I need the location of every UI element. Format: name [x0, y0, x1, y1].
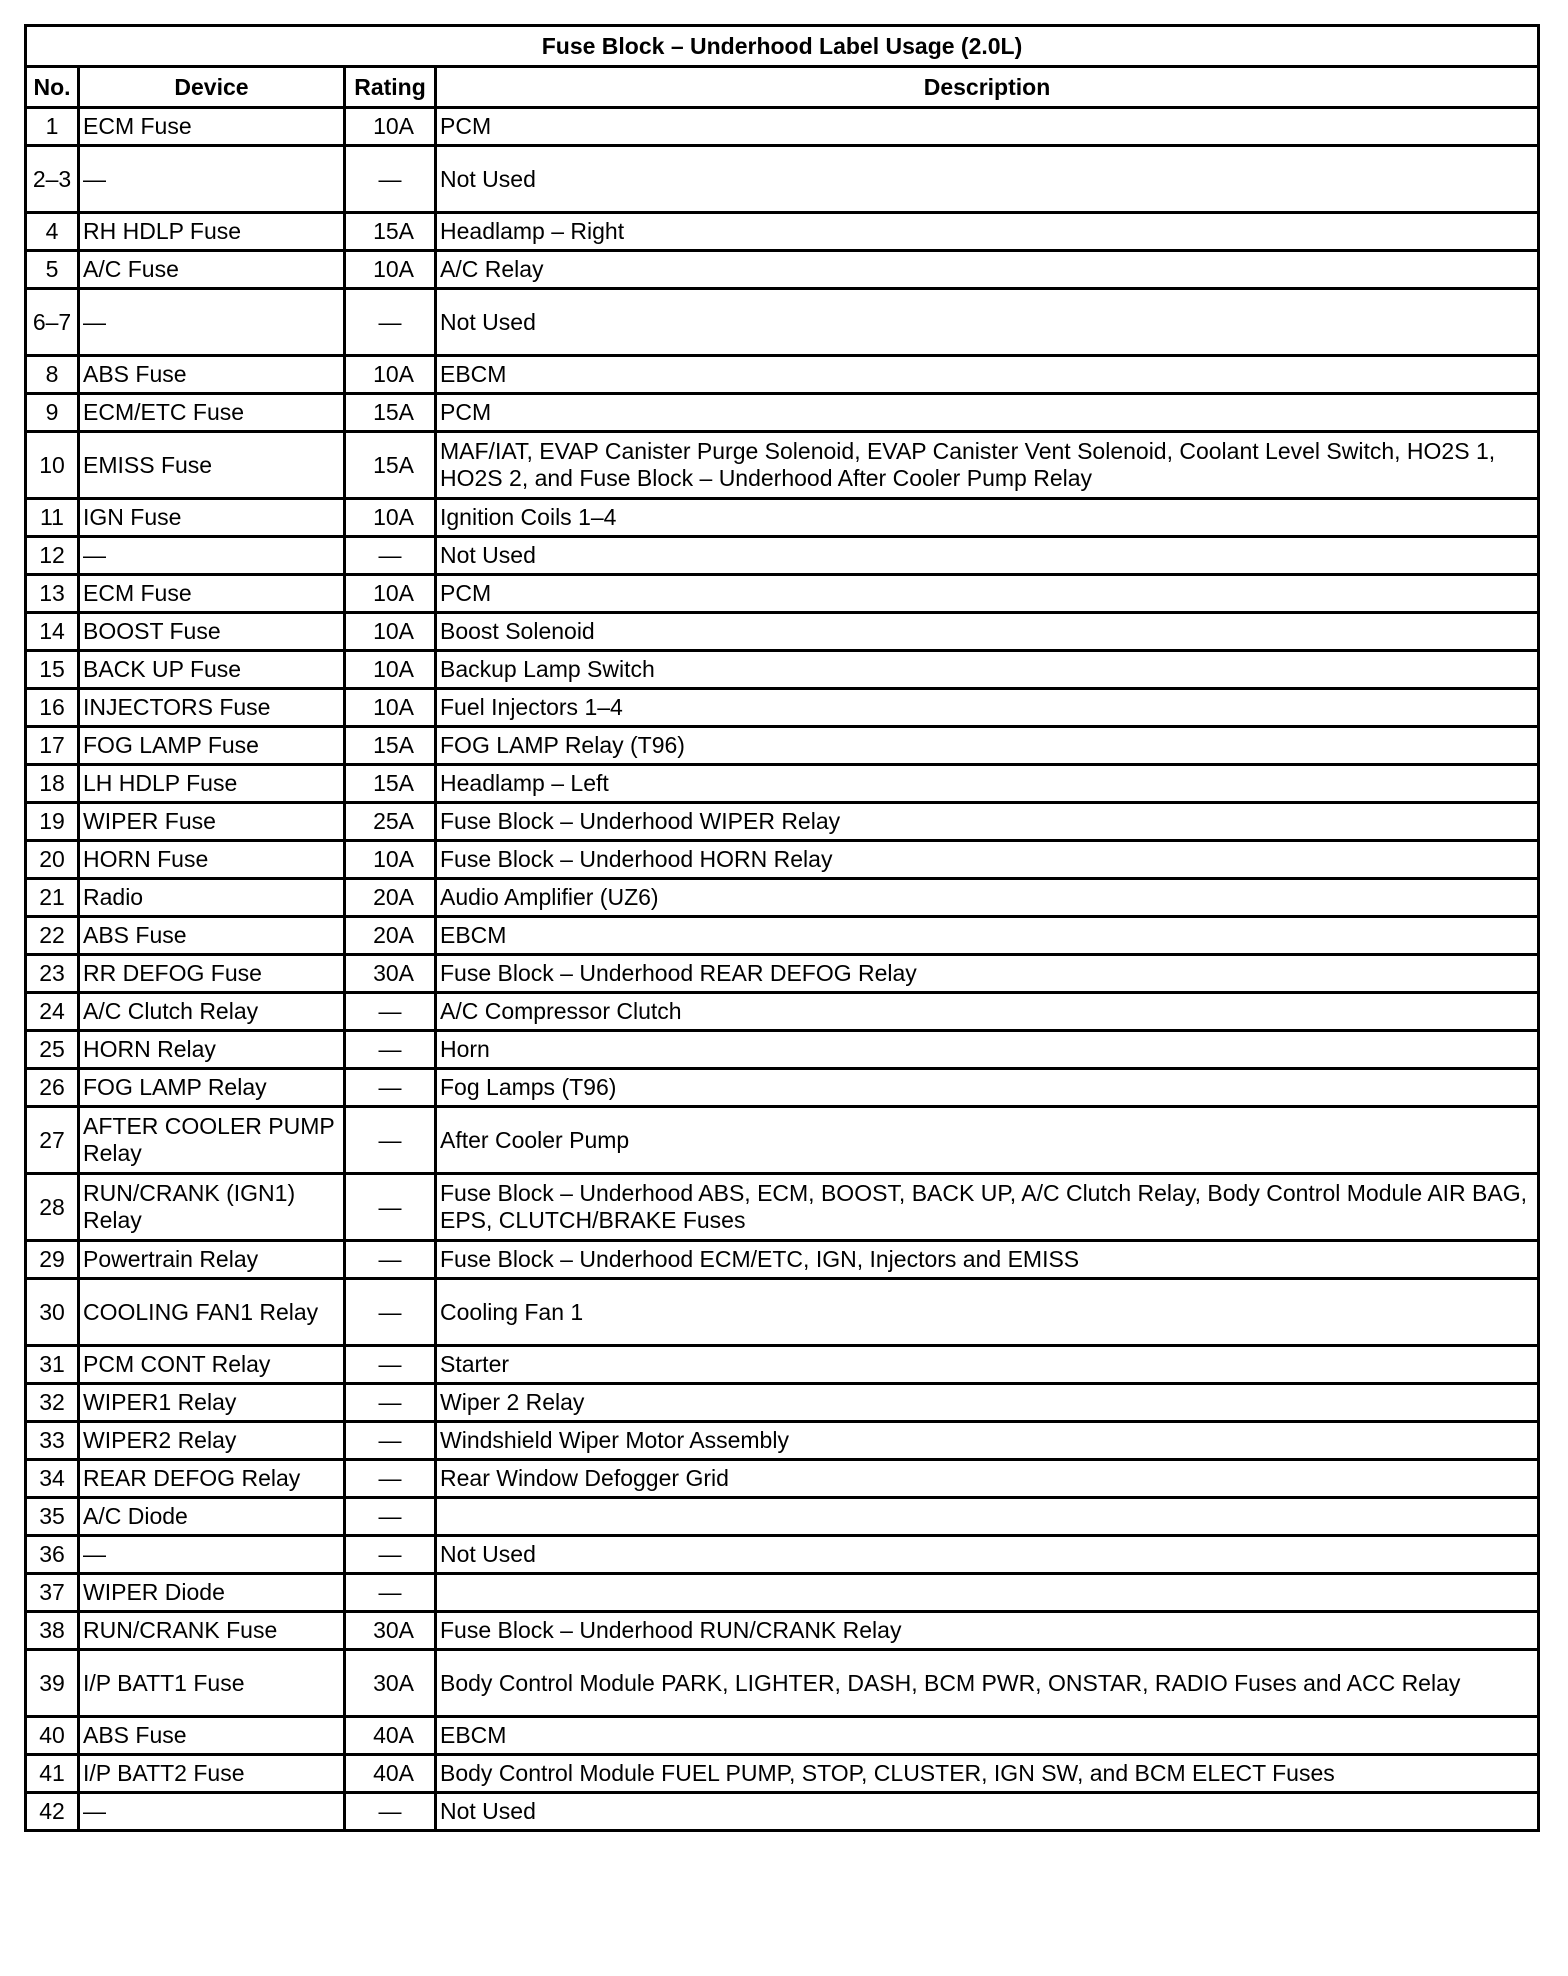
table-row [26, 394, 1539, 432]
cell-rating: 40A [345, 1755, 436, 1793]
table-row [26, 689, 1539, 727]
cell-no: 40 [26, 1717, 79, 1755]
cell-no: 23 [26, 955, 79, 993]
table-row [26, 537, 1539, 575]
cell-description: Not Used [436, 146, 1539, 213]
cell-description: A/C Compressor Clutch [436, 993, 1539, 1031]
cell-description [436, 1574, 1539, 1612]
cell-device: I/P BATT2 Fuse [79, 1755, 345, 1793]
cell-description: Cooling Fan 1 [436, 1279, 1539, 1346]
cell-device: ABS Fuse [79, 1717, 345, 1755]
cell-description: FOG LAMP Relay (T96) [436, 727, 1539, 765]
cell-no: 38 [26, 1612, 79, 1650]
cell-description: Rear Window Defogger Grid [436, 1460, 1539, 1498]
table-row [26, 613, 1539, 651]
table-row [26, 251, 1539, 289]
cell-no: 22 [26, 917, 79, 955]
cell-description: PCM [436, 108, 1539, 146]
header-no: No. [26, 67, 79, 108]
table-row [26, 575, 1539, 613]
cell-no: 26 [26, 1069, 79, 1107]
cell-description: Not Used [436, 1536, 1539, 1574]
cell-no: 25 [26, 1031, 79, 1069]
cell-no: 20 [26, 841, 79, 879]
cell-description: Headlamp – Right [436, 213, 1539, 251]
cell-description: Fuse Block – Underhood REAR DEFOG Relay [436, 955, 1539, 993]
cell-no: 21 [26, 879, 79, 917]
cell-rating: 10A [345, 689, 436, 727]
table-row [26, 146, 1539, 213]
header-description: Description [436, 67, 1539, 108]
cell-device: PCM CONT Relay [79, 1346, 345, 1384]
cell-rating: 20A [345, 917, 436, 955]
cell-no: 19 [26, 803, 79, 841]
cell-rating: — [345, 1069, 436, 1107]
cell-device: RUN/CRANK (IGN1) Relay [79, 1174, 345, 1241]
cell-rating: — [345, 1793, 436, 1831]
cell-rating: 10A [345, 356, 436, 394]
cell-no: 34 [26, 1460, 79, 1498]
cell-device: HORN Fuse [79, 841, 345, 879]
cell-rating: 10A [345, 841, 436, 879]
cell-description: Not Used [436, 537, 1539, 575]
cell-no: 13 [26, 575, 79, 613]
cell-device: A/C Clutch Relay [79, 993, 345, 1031]
cell-no: 41 [26, 1755, 79, 1793]
table-title: Fuse Block – Underhood Label Usage (2.0L) [26, 26, 1539, 67]
header-rating: Rating [345, 67, 436, 108]
cell-no: 11 [26, 499, 79, 537]
cell-rating: 10A [345, 499, 436, 537]
table-row [26, 1279, 1539, 1346]
cell-device: A/C Fuse [79, 251, 345, 289]
cell-description: EBCM [436, 356, 1539, 394]
cell-rating: — [345, 1574, 436, 1612]
cell-no: 8 [26, 356, 79, 394]
cell-device: REAR DEFOG Relay [79, 1460, 345, 1498]
table-row [26, 213, 1539, 251]
table-row [26, 1422, 1539, 1460]
cell-rating: 30A [345, 1650, 436, 1717]
cell-rating: 15A [345, 213, 436, 251]
cell-rating: — [345, 1279, 436, 1346]
cell-rating: 20A [345, 879, 436, 917]
cell-description: Horn [436, 1031, 1539, 1069]
table-row [26, 356, 1539, 394]
cell-description: PCM [436, 394, 1539, 432]
cell-no: 42 [26, 1793, 79, 1831]
cell-device: RH HDLP Fuse [79, 213, 345, 251]
cell-description: EBCM [436, 1717, 1539, 1755]
table-row [26, 1384, 1539, 1422]
table-row [26, 1650, 1539, 1717]
cell-device: BOOST Fuse [79, 613, 345, 651]
cell-no: 4 [26, 213, 79, 251]
cell-device: — [79, 1536, 345, 1574]
cell-no: 32 [26, 1384, 79, 1422]
cell-device: RR DEFOG Fuse [79, 955, 345, 993]
table-row [26, 108, 1539, 146]
cell-description: Fog Lamps (T96) [436, 1069, 1539, 1107]
cell-description: Fuse Block – Underhood ABS, ECM, BOOST, BACK UP, A/C Clutch Relay, Body Control Module AIR BAG, EPS, CLUTCH/BRAKE Fuses [436, 1174, 1539, 1241]
cell-description: Not Used [436, 1793, 1539, 1831]
table-row [26, 1717, 1539, 1755]
cell-description [436, 1498, 1539, 1536]
cell-rating: — [345, 537, 436, 575]
cell-description: Fuel Injectors 1–4 [436, 689, 1539, 727]
table-row [26, 879, 1539, 917]
cell-rating: — [345, 1460, 436, 1498]
cell-no: 6–7 [26, 289, 79, 356]
cell-no: 18 [26, 765, 79, 803]
table-row [26, 1498, 1539, 1536]
cell-rating: — [345, 1384, 436, 1422]
cell-device: — [79, 1793, 345, 1831]
cell-rating: 40A [345, 1717, 436, 1755]
table-row [26, 1346, 1539, 1384]
cell-rating: — [345, 1346, 436, 1384]
table-row [26, 955, 1539, 993]
cell-description: Body Control Module FUEL PUMP, STOP, CLUSTER, IGN SW, and BCM ELECT Fuses [436, 1755, 1539, 1793]
table-row [26, 841, 1539, 879]
table-row [26, 917, 1539, 955]
cell-description: Fuse Block – Underhood HORN Relay [436, 841, 1539, 879]
cell-device: WIPER Diode [79, 1574, 345, 1612]
cell-no: 31 [26, 1346, 79, 1384]
cell-rating: — [345, 146, 436, 213]
table-row [26, 765, 1539, 803]
cell-no: 10 [26, 432, 79, 499]
table-row [26, 499, 1539, 537]
cell-device: BACK UP Fuse [79, 651, 345, 689]
cell-description: Fuse Block – Underhood RUN/CRANK Relay [436, 1612, 1539, 1650]
table-row [26, 727, 1539, 765]
cell-device: HORN Relay [79, 1031, 345, 1069]
cell-device: — [79, 146, 345, 213]
table-row [26, 1793, 1539, 1831]
cell-no: 1 [26, 108, 79, 146]
cell-device: AFTER COOLER PUMP Relay [79, 1107, 345, 1174]
cell-description: Body Control Module PARK, LIGHTER, DASH, BCM PWR, ONSTAR, RADIO Fuses and ACC Relay [436, 1650, 1539, 1717]
cell-device: I/P BATT1 Fuse [79, 1650, 345, 1717]
cell-rating: 10A [345, 251, 436, 289]
table-row [26, 1574, 1539, 1612]
cell-device: COOLING FAN1 Relay [79, 1279, 345, 1346]
table-row [26, 289, 1539, 356]
cell-description: EBCM [436, 917, 1539, 955]
cell-rating: — [345, 1536, 436, 1574]
cell-device: ECM/ETC Fuse [79, 394, 345, 432]
cell-device: — [79, 537, 345, 575]
cell-no: 29 [26, 1241, 79, 1279]
cell-rating: 10A [345, 108, 436, 146]
cell-device: INJECTORS Fuse [79, 689, 345, 727]
cell-device: ECM Fuse [79, 108, 345, 146]
cell-device: A/C Diode [79, 1498, 345, 1536]
cell-device: RUN/CRANK Fuse [79, 1612, 345, 1650]
cell-device: LH HDLP Fuse [79, 765, 345, 803]
cell-description: Backup Lamp Switch [436, 651, 1539, 689]
cell-no: 35 [26, 1498, 79, 1536]
cell-description: Fuse Block – Underhood WIPER Relay [436, 803, 1539, 841]
cell-rating: 10A [345, 575, 436, 613]
fuse-table [24, 24, 1540, 1832]
cell-rating: 30A [345, 955, 436, 993]
cell-no: 2–3 [26, 146, 79, 213]
cell-no: 39 [26, 1650, 79, 1717]
cell-no: 14 [26, 613, 79, 651]
cell-rating: 15A [345, 765, 436, 803]
cell-device: WIPER2 Relay [79, 1422, 345, 1460]
table-row [26, 432, 1539, 499]
cell-device: WIPER Fuse [79, 803, 345, 841]
cell-no: 12 [26, 537, 79, 575]
cell-description: Ignition Coils 1–4 [436, 499, 1539, 537]
cell-rating: 30A [345, 1612, 436, 1650]
cell-rating: — [345, 1174, 436, 1241]
table-row [26, 1536, 1539, 1574]
cell-description: Boost Solenoid [436, 613, 1539, 651]
cell-device: ECM Fuse [79, 575, 345, 613]
cell-rating: — [345, 1107, 436, 1174]
cell-no: 28 [26, 1174, 79, 1241]
cell-rating: 25A [345, 803, 436, 841]
cell-no: 37 [26, 1574, 79, 1612]
cell-no: 15 [26, 651, 79, 689]
cell-no: 24 [26, 993, 79, 1031]
cell-no: 33 [26, 1422, 79, 1460]
table-row [26, 993, 1539, 1031]
table-row [26, 1031, 1539, 1069]
cell-device: EMISS Fuse [79, 432, 345, 499]
cell-device: WIPER1 Relay [79, 1384, 345, 1422]
table-row [26, 1174, 1539, 1241]
table-row [26, 1755, 1539, 1793]
table-row [26, 651, 1539, 689]
cell-description: PCM [436, 575, 1539, 613]
table-row [26, 1069, 1539, 1107]
cell-rating: 15A [345, 432, 436, 499]
cell-rating: — [345, 993, 436, 1031]
cell-device: FOG LAMP Relay [79, 1069, 345, 1107]
cell-device: ABS Fuse [79, 917, 345, 955]
cell-description: A/C Relay [436, 251, 1539, 289]
table-row [26, 1241, 1539, 1279]
cell-description: MAF/IAT, EVAP Canister Purge Solenoid, EVAP Canister Vent Solenoid, Coolant Level Switch, HO2S 1, HO2S 2, and Fuse Block – Underhood After Cooler Pump Relay [436, 432, 1539, 499]
cell-description: Starter [436, 1346, 1539, 1384]
cell-device: Radio [79, 879, 345, 917]
cell-device: Powertrain Relay [79, 1241, 345, 1279]
cell-no: 17 [26, 727, 79, 765]
cell-rating: — [345, 1241, 436, 1279]
table-row [26, 1107, 1539, 1174]
cell-rating: — [345, 1031, 436, 1069]
cell-no: 27 [26, 1107, 79, 1174]
cell-no: 30 [26, 1279, 79, 1346]
cell-description: Windshield Wiper Motor Assembly [436, 1422, 1539, 1460]
cell-no: 16 [26, 689, 79, 727]
cell-no: 9 [26, 394, 79, 432]
cell-rating: 10A [345, 651, 436, 689]
cell-device: IGN Fuse [79, 499, 345, 537]
cell-description: After Cooler Pump [436, 1107, 1539, 1174]
cell-device: ABS Fuse [79, 356, 345, 394]
cell-rating: 10A [345, 613, 436, 651]
cell-description: Not Used [436, 289, 1539, 356]
cell-description: Headlamp – Left [436, 765, 1539, 803]
cell-no: 5 [26, 251, 79, 289]
cell-description: Audio Amplifier (UZ6) [436, 879, 1539, 917]
cell-no: 36 [26, 1536, 79, 1574]
header-device: Device [79, 67, 345, 108]
cell-rating: 15A [345, 727, 436, 765]
cell-description: Fuse Block – Underhood ECM/ETC, IGN, Injectors and EMISS [436, 1241, 1539, 1279]
table-row [26, 1612, 1539, 1650]
cell-description: Wiper 2 Relay [436, 1384, 1539, 1422]
cell-rating: — [345, 1498, 436, 1536]
cell-device: — [79, 289, 345, 356]
cell-rating: — [345, 289, 436, 356]
table-row [26, 1460, 1539, 1498]
table-row [26, 803, 1539, 841]
cell-rating: — [345, 1422, 436, 1460]
cell-rating: 15A [345, 394, 436, 432]
cell-device: FOG LAMP Fuse [79, 727, 345, 765]
